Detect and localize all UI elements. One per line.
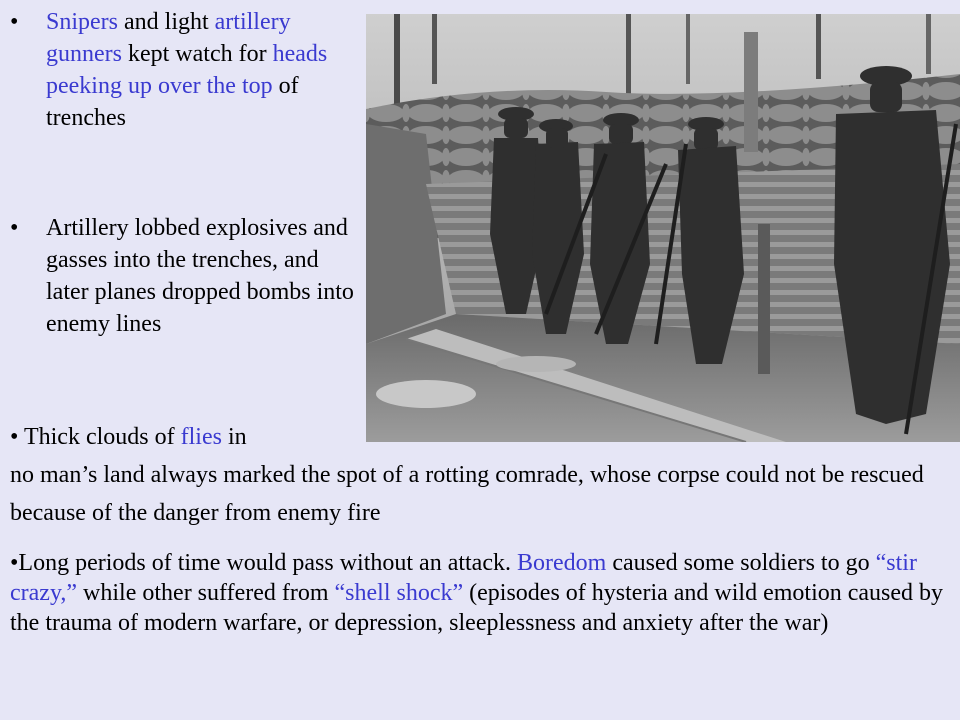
- highlight-flies: flies: [180, 424, 222, 450]
- bullet-artillery: [10, 212, 360, 340]
- text-segment: of trenches: [46, 73, 299, 131]
- bullet-marker: •: [10, 424, 19, 450]
- trench-photo-illustration: [366, 14, 960, 442]
- text-segment: (episodes of hysteria and wild emotion caused by the trauma of modern warfare, or depression, sleeplessness and anxiety after the war): [10, 580, 944, 636]
- bullet-artillery-text: Artillery lobbed explosives and gasses into the trenches, and later planes dropped bombs into enemy lines: [46, 215, 354, 337]
- text-segment: Thick clouds of: [18, 424, 181, 450]
- bullet-boredom: [10, 548, 955, 638]
- bullet-boredom-text: [10, 548, 955, 638]
- bullet-marker: •: [10, 550, 19, 576]
- bullet-marker: •: [10, 9, 19, 35]
- bullet-snipers: [10, 6, 360, 134]
- text-segment: caused some soldiers to go: [606, 550, 876, 576]
- text-segment: no man’s land always marked the spot of a rotting comrade, whose corpse could not be rescued because of the danger from enemy fire: [10, 462, 924, 526]
- highlight-snipers: Snipers: [46, 9, 118, 35]
- highlight-stir-crazy: “stir crazy,”: [10, 550, 917, 606]
- bullet-marker: •: [10, 215, 19, 241]
- text-segment: Long periods of time would pass without an attack.: [18, 550, 517, 576]
- trench-photo: [366, 14, 960, 442]
- bullet-snipers-text: [10, 6, 360, 134]
- text-segment: while other suffered from: [77, 580, 335, 606]
- text-segment: in: [221, 424, 247, 450]
- text-segment: kept watch for: [121, 41, 273, 67]
- text-segment: and light: [118, 9, 215, 35]
- highlight-shell-shock: “shell shock”: [334, 580, 464, 606]
- highlight-heads-peeking: heads peeking up over the top: [46, 41, 328, 99]
- highlight-boredom: Boredom: [516, 550, 607, 576]
- highlight-artillery-gunners: artillery gunners: [46, 9, 291, 67]
